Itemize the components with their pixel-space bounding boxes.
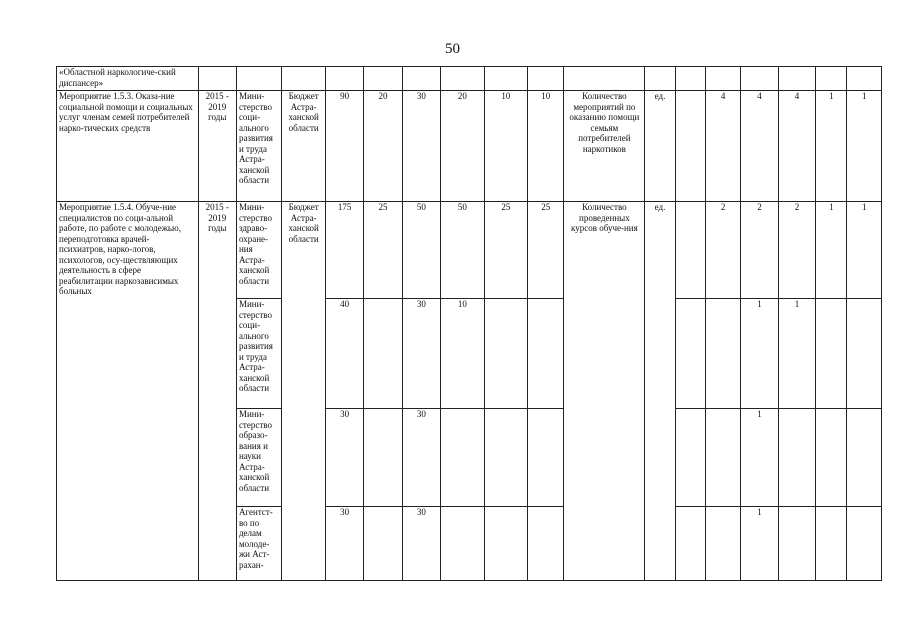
amount-2017: 50 <box>441 202 484 299</box>
value-2016: 4 <box>741 91 778 202</box>
amount-2016: 30 <box>402 91 440 202</box>
value-2017 <box>778 409 815 507</box>
amount-total: 40 <box>325 299 363 409</box>
period-cell: 2015 - 2019 годы <box>198 202 236 581</box>
amount-2016: 50 <box>402 202 440 299</box>
page-number: 50 <box>445 41 460 57</box>
executor-cell: Агентст-во по делам молоде-жи Аст-рахан- <box>236 507 281 581</box>
indicator-cell: Количество мероприятий по оказанию помощи семьям потребителей наркотиков <box>564 91 645 202</box>
table-row <box>57 67 882 91</box>
value-2018 <box>816 299 847 409</box>
amount-total: 175 <box>325 202 363 299</box>
amount-2017 <box>441 409 484 507</box>
continued-org-cell: «Областной наркологиче-ский диспансер» <box>57 67 199 91</box>
value-2018: 1 <box>816 91 847 202</box>
amount-2016: 30 <box>402 507 440 581</box>
amount-2016: 30 <box>402 409 440 507</box>
amount-2019 <box>528 299 564 409</box>
amount-total: 90 <box>325 91 363 202</box>
amount-2015 <box>364 507 402 581</box>
value-2015 <box>705 299 740 409</box>
value-2019: 1 <box>847 202 882 299</box>
amount-2017: 10 <box>441 299 484 409</box>
amount-2016: 30 <box>402 299 440 409</box>
value-2018 <box>816 409 847 507</box>
measure-name: Мероприятие 1.5.4. Обуче-ние специалистов по соци-альной работе, по работе с молодежью, переподготовка врачей-психиатров, нарко-логов, психологов, осу-ществляющих деятельность в сфере реабилитации наркозависимых больных <box>57 202 199 581</box>
value-2015: 4 <box>705 91 740 202</box>
amount-2019: 25 <box>528 202 564 299</box>
value-base <box>675 507 705 581</box>
amount-2018 <box>484 409 527 507</box>
unit-cell: ед. <box>645 91 675 202</box>
amount-2018: 25 <box>484 202 527 299</box>
value-2016: 2 <box>741 202 778 299</box>
amount-2019: 10 <box>528 91 564 202</box>
executor-cell: Мини-стерство соци-ального развития и труда Астра-ханской области <box>236 91 281 202</box>
value-2016: 1 <box>741 299 778 409</box>
value-2017 <box>778 507 815 581</box>
value-2018 <box>816 507 847 581</box>
table-row <box>57 91 882 202</box>
value-2019 <box>847 409 882 507</box>
executor-cell: Мини-стерство образо-вания и науки Астра-ханской области <box>236 409 281 507</box>
value-2019: 1 <box>847 91 882 202</box>
amount-2015 <box>364 299 402 409</box>
amount-total: 30 <box>325 507 363 581</box>
indicator-cell: Количество проведенных курсов обуче-ния <box>564 202 645 581</box>
unit-cell: ед. <box>645 202 675 581</box>
amount-2018 <box>484 507 527 581</box>
value-base <box>675 299 705 409</box>
executor-cell: Мини-стерство соци-ального развития и труда Астра-ханской области <box>236 299 281 409</box>
table-row <box>57 202 882 299</box>
value-base <box>675 91 705 202</box>
value-2016: 1 <box>741 409 778 507</box>
amount-2017 <box>441 507 484 581</box>
amount-2019 <box>528 409 564 507</box>
value-base <box>675 202 705 299</box>
amount-2015: 20 <box>364 91 402 202</box>
value-2019 <box>847 507 882 581</box>
amount-2017: 20 <box>441 91 484 202</box>
value-2018: 1 <box>816 202 847 299</box>
value-2015 <box>705 409 740 507</box>
executor-cell: Мини-стерство здраво-охране-ния Астра-ханской области <box>236 202 281 299</box>
value-2017: 1 <box>778 299 815 409</box>
value-2017: 2 <box>778 202 815 299</box>
amount-2018: 10 <box>484 91 527 202</box>
measure-name: Мероприятие 1.5.3. Оказа-ние социальной помощи и социальных услуг членам семей потребителей нарко-тических средств <box>57 91 199 202</box>
value-2016: 1 <box>741 507 778 581</box>
value-base <box>675 409 705 507</box>
amount-total: 30 <box>325 409 363 507</box>
amount-2018 <box>484 299 527 409</box>
value-2015: 2 <box>705 202 740 299</box>
period-cell: 2015 - 2019 годы <box>198 91 236 202</box>
amount-2015: 25 <box>364 202 402 299</box>
value-2017: 4 <box>778 91 815 202</box>
funding-source-cell: Бюджет Астра-ханской области <box>282 202 325 581</box>
amount-2015 <box>364 409 402 507</box>
program-table <box>56 66 882 581</box>
amount-2019 <box>528 507 564 581</box>
value-2019 <box>847 299 882 409</box>
funding-source-cell: Бюджет Астра-ханской области <box>282 91 325 202</box>
value-2015 <box>705 507 740 581</box>
